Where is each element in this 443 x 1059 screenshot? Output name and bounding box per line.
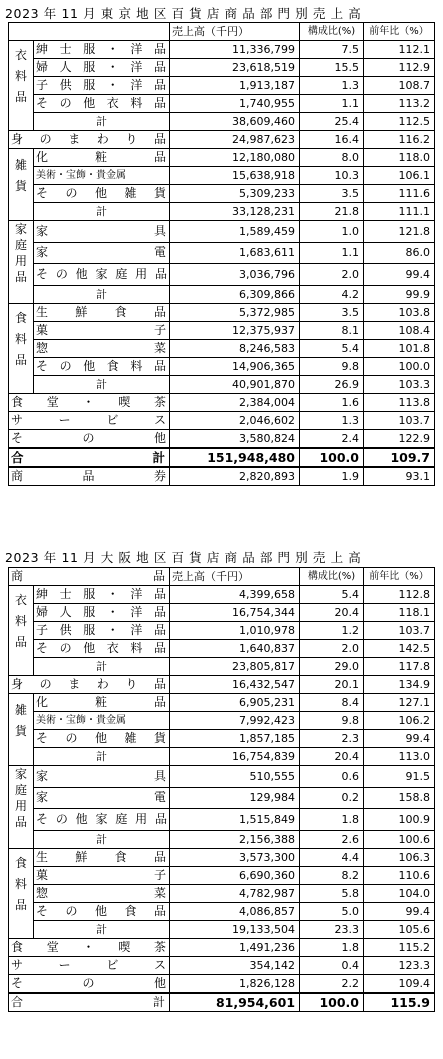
table-row: サービス 2,046,602 1.3 103.7: [9, 411, 435, 429]
table-row: 惣菜 4,782,987 5.8 104.0: [9, 884, 435, 902]
table-row: 雑貨 化粧品 12,180,080 8.0 118.0: [9, 149, 435, 167]
total-row: 合 計 81,954,601 100.0 115.9: [9, 993, 435, 1012]
group-label-clothing: 衣料品: [9, 586, 34, 658]
table-row: 美術・宝飾・貴金属 7,992,423 9.8 106.2: [9, 712, 435, 730]
table-row: 衣料品 紳士服・洋品 4,399,658 5.4 112.8: [9, 586, 435, 604]
subtotal-row: 計 19,133,504 23.3 105.6: [9, 920, 435, 938]
total-label-left: 合: [11, 994, 24, 1009]
header-ratio: 構成比(%): [300, 23, 364, 41]
tokyo-title: 2023 年 11 月 東 京 地 区 百 貨 店 商 品 部 門 別 売 上 高: [5, 6, 362, 21]
table-header-row: [9, 23, 435, 41]
header-yoy: 前年比（%）: [364, 23, 435, 41]
table-row: 菓子 12,375,937 8.1 108.4: [9, 321, 435, 339]
table-row: 食堂・喫茶 2,384,004 1.6 113.8: [9, 393, 435, 411]
table-row: サービス 354,142 0.4 123.3: [9, 956, 435, 974]
table-row: その他家庭用品 3,036,796 2.0 99.4: [9, 264, 435, 286]
table-row: 身のまわり品 16,432,547 20.1 134.9: [9, 676, 435, 694]
table-row: 身のまわり品 24,987,623 16.4 116.2: [9, 131, 435, 149]
group-label-misc: 雑貨: [9, 149, 34, 203]
table-row: 家庭用品 家具 1,589,459 1.0 121.8: [9, 221, 435, 243]
table-row: 商品券 2,820,893 1.9 93.1: [9, 467, 435, 486]
table-row: 家電 1,683,611 1.1 86.0: [9, 242, 435, 264]
table-row: 美術・宝飾・貴金属 15,638,918 10.3 106.1: [9, 167, 435, 185]
header-sales: 売上高（千円）: [170, 568, 300, 586]
subtotal-row: 計 23,805,817 29.0 117.8: [9, 658, 435, 676]
tokyo-table: [8, 22, 435, 486]
group-label-household: 家庭用品: [9, 221, 34, 286]
subtotal-row: 計 40,901,870 26.9 103.3: [9, 375, 435, 393]
table-row: 衣料品 紳士服・洋品 11,336,799 7.5 112.1: [9, 41, 435, 59]
group-label-clothing: 衣料品: [9, 41, 34, 113]
table-row: その他 1,826,128 2.2 109.4: [9, 974, 435, 993]
table-row: その他家庭用品 1,515,849 1.8 100.9: [9, 809, 435, 831]
subtotal-row: 計 6,309,866 4.2 99.9: [9, 285, 435, 303]
osaka-title: 2023 年 11 月 大 阪 地 区 百 貨 店 商 品 部 門 別 売 上 高: [5, 550, 362, 565]
table-row: その他衣料品 1,640,837 2.0 142.5: [9, 640, 435, 658]
table-row: 食料品 生鮮食品 3,573,300 4.4 106.3: [9, 848, 435, 866]
total-label-left: 合: [11, 449, 24, 465]
total-row: 合 計 151,948,480 100.0 109.7: [9, 448, 435, 467]
table-row: その他食品 4,086,857 5.0 99.4: [9, 902, 435, 920]
table-row: 食堂・喫茶 1,491,236 1.8 115.2: [9, 938, 435, 956]
table-row: 菓子 6,690,360 8.2 110.6: [9, 866, 435, 884]
subtotal-row: 計 16,754,839 20.4 113.0: [9, 748, 435, 766]
table-row: 雑貨 化粧品 6,905,231 8.4 127.1: [9, 694, 435, 712]
header-yoy: 前年比（%）: [364, 568, 435, 586]
table-row: 家庭用品 家具 510,555 0.6 91.5: [9, 766, 435, 788]
table-row: その他雑貨 1,857,185 2.3 99.4: [9, 730, 435, 748]
group-label-misc: 雑貨: [9, 694, 34, 748]
subtotal-row: 計 2,156,388 2.6 100.6: [9, 830, 435, 848]
subtotal-row: 計 33,128,231 21.8 111.1: [9, 203, 435, 221]
group-label-food: 食料品: [9, 848, 34, 920]
table-row: 婦人服・洋品 16,754,344 20.4 118.1: [9, 604, 435, 622]
table-row: 婦人服・洋品 23,618,519 15.5 112.9: [9, 59, 435, 77]
subtotal-row: 計 38,609,460 25.4 112.5: [9, 113, 435, 131]
total-label-right: 計: [153, 994, 166, 1009]
table-row: 子供服・洋品 1,010,978 1.2 103.7: [9, 622, 435, 640]
table-row: その他雑貨 5,309,233 3.5 111.6: [9, 185, 435, 203]
header-ratio: 構成比(%): [300, 568, 364, 586]
header-sales: 売上高（千円）: [170, 23, 300, 41]
table-row: 食料品 生鮮食品 5,372,985 3.5 103.8: [9, 303, 435, 321]
table-row: 惣菜 8,246,583 5.4 101.8: [9, 339, 435, 357]
table-row: その他 3,580,824 2.4 122.9: [9, 429, 435, 448]
table-header-row: [9, 568, 435, 586]
table-row: 子供服・洋品 1,913,187 1.3 108.7: [9, 77, 435, 95]
header-right: 品: [153, 569, 166, 583]
group-label-household: 家庭用品: [9, 766, 34, 831]
table-row: その他食料品 14,906,365 9.8 100.0: [9, 357, 435, 375]
total-label-right: 計: [152, 449, 165, 465]
header-left: 商: [11, 569, 24, 583]
table-row: その他衣料品 1,740,955 1.1 113.2: [9, 95, 435, 113]
group-label-food: 食料品: [9, 303, 34, 375]
osaka-table: [8, 567, 435, 1012]
table-row: 家電 129,984 0.2 158.8: [9, 787, 435, 809]
